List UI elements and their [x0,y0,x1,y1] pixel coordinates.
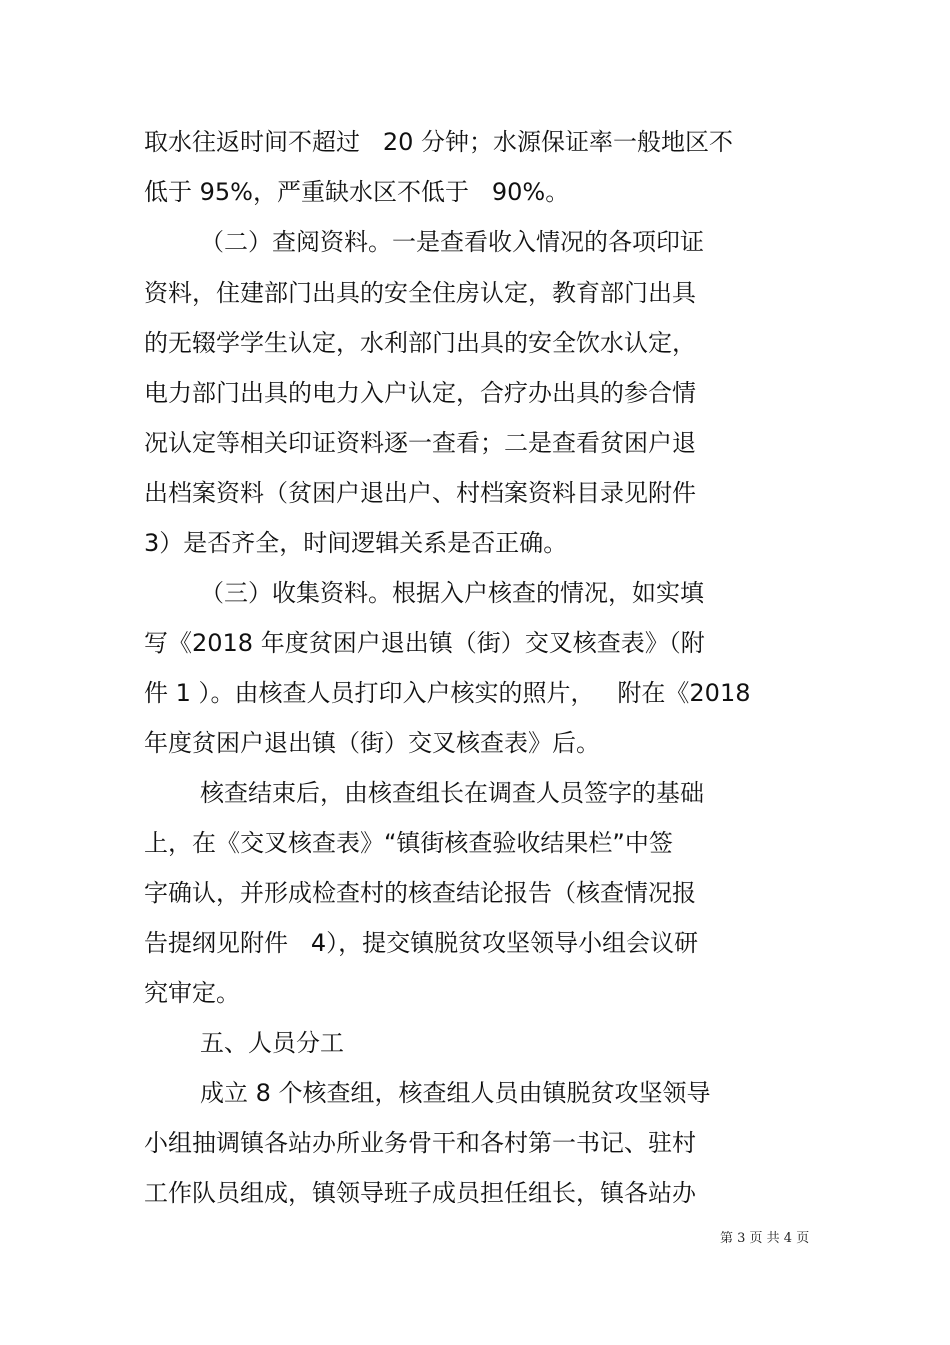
paragraph-start-line: 核查结束后，由核查组长在调查人员签字的基础 [200,779,704,807]
paragraph-start-line: 成立 8 个核查组，核查组人员由镇脱贫攻坚领导 [200,1079,711,1107]
body-line-22: 工作队员组成，镇领导班子成员担任组长，镇各站办 [144,1179,696,1207]
body-line-6: 电力部门出具的电力入户认定，合疗办出具的参合情 [144,379,696,407]
body-line-12: 件 1 ）。由核查人员打印入户核实的照片， 附在《2018 [144,679,751,707]
section-5-heading: 五、人员分工 [200,1029,344,1057]
body-line-16: 字确认，并形成检查村的核查结论报告（核查情况报 [144,879,696,907]
body-line-5: 的无辍学学生认定，水利部门出具的安全饮水认定， [144,329,696,357]
section-2-heading-line: （二）查阅资料。一是查看收入情况的各项印证 [200,228,704,256]
body-line-2: 低于 95%，严重缺水区不低于 90%。 [144,178,570,206]
body-line-4: 资料，住建部门出具的安全住房认定，教育部门出具 [144,279,696,307]
body-line-11: 写《2018 年度贫困户退出镇（街）交叉核查表》（附 [144,629,705,657]
body-line-13: 年度贫困户退出镇（街）交叉核查表》后。 [144,729,600,757]
body-line-21: 小组抽调镇各站办所业务骨干和各村第一书记、驻村 [144,1129,696,1157]
body-line-9: 3）是否齐全，时间逻辑关系是否正确。 [144,529,568,557]
page-number-footer: 第 3 页 共 4 页 [720,1231,810,1246]
body-line-1: 取水往返时间不超过 20 分钟；水源保证率一般地区不 [144,128,734,156]
body-line-15: 上，在《交叉核查表》“镇街核查验收结果栏”中签 [144,829,673,857]
body-line-8: 出档案资料（贫困户退出户、村档案资料目录见附件 [144,479,696,507]
body-line-7: 况认定等相关印证资料逐一查看；二是查看贫困户退 [144,429,696,457]
body-line-18: 究审定。 [144,979,240,1007]
body-line-17: 告提纲见附件 4），提交镇脱贫攻坚领导小组会议研 [144,929,699,957]
section-3-heading-line: （三）收集资料。根据入户核查的情况，如实填 [200,579,704,607]
